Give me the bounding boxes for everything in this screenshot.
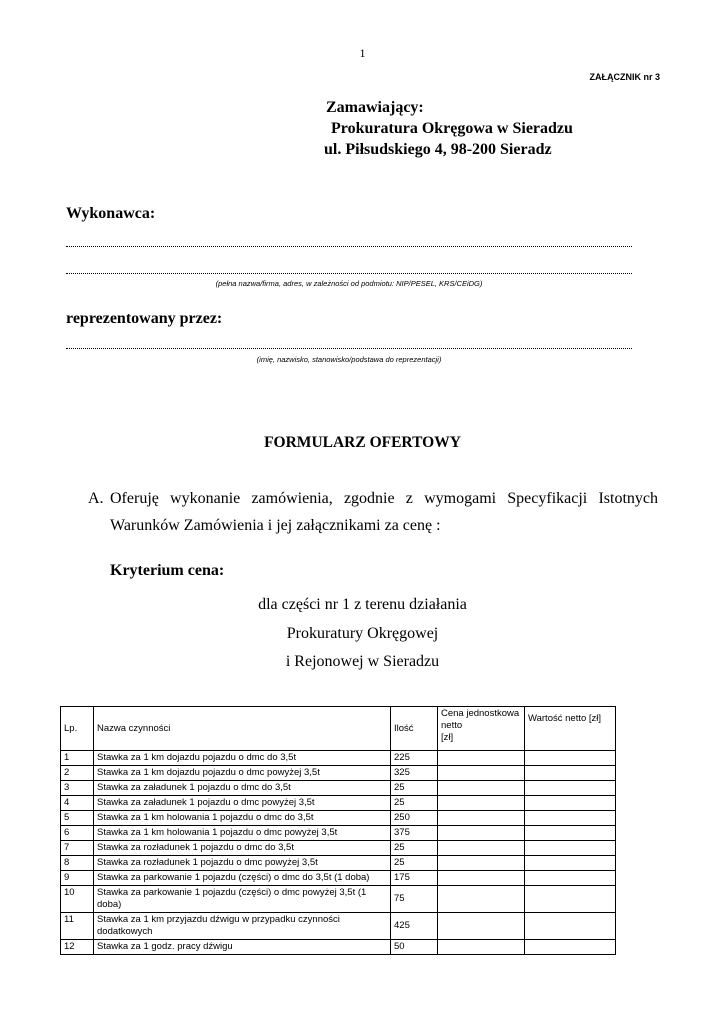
cell-unit-price-input[interactable] <box>438 751 525 766</box>
table-row <box>61 811 616 826</box>
form-title: FORMULARZ OFERTOWY <box>264 434 461 451</box>
offer-line-2: Warunków Zamówienia i jej załącznikami za cenę : <box>110 517 441 534</box>
cell-name: Stawka za rozładunek 1 pojazdu o dmc do 3,5t <box>94 841 391 856</box>
cell-unit-price-input[interactable] <box>438 781 525 796</box>
cell-qty: 25 <box>391 796 438 811</box>
header-unit-price-line-1: Cena jednostkowa <box>441 708 520 719</box>
cell-unit-price-input[interactable] <box>438 826 525 841</box>
representative-hint: (imię, nazwisko, stanowisko/podstawa do reprezentacji) <box>256 355 442 364</box>
cell-net-value-input[interactable] <box>525 826 616 841</box>
cell-net-value-input[interactable] <box>525 781 616 796</box>
table-header-row <box>61 707 616 751</box>
offer-paragraph <box>88 485 658 513</box>
cell-unit-price-input[interactable] <box>438 913 525 940</box>
cell-lp: 3 <box>61 781 94 796</box>
cell-name: Stawka za parkowanie 1 pojazdu (części) o dmc powyżej 3,5t (1 doba) <box>94 886 391 913</box>
representative-line[interactable] <box>66 348 632 349</box>
cell-lp: 8 <box>61 856 94 871</box>
cell-qty: 25 <box>391 781 438 796</box>
cell-net-value-input[interactable] <box>525 856 616 871</box>
header-name: Nazwa czynności <box>94 707 391 751</box>
cell-qty: 25 <box>391 856 438 871</box>
cell-net-value-input[interactable] <box>525 766 616 781</box>
cell-unit-price-input[interactable] <box>438 886 525 913</box>
table-row <box>61 871 616 886</box>
cell-lp: 9 <box>61 871 94 886</box>
buyer-label: Zamawiający: <box>326 99 424 116</box>
cell-net-value-input[interactable] <box>525 871 616 886</box>
cell-lp: 10 <box>61 886 94 913</box>
contractor-line-2[interactable] <box>66 273 632 274</box>
header-unit-price-line-2: netto <box>441 720 463 731</box>
header-qty: Ilość <box>391 707 438 751</box>
cell-qty: 425 <box>391 913 438 940</box>
table-row <box>61 751 616 766</box>
contractor-line-1[interactable] <box>66 246 632 247</box>
cell-name: Stawka za 1 km dojazdu pojazdu o dmc do 3,5t <box>94 751 391 766</box>
cell-unit-price-input[interactable] <box>438 811 525 826</box>
criterion-heading: Kryterium cena: <box>110 562 225 579</box>
cell-name: Stawka za załadunek 1 pojazdu o dmc powyżej 3,5t <box>94 796 391 811</box>
table-row <box>61 856 616 871</box>
attachment-label: ZAŁĄCZNIK nr 3 <box>589 72 660 82</box>
cell-unit-price-input[interactable] <box>438 841 525 856</box>
cell-qty: 175 <box>391 871 438 886</box>
cell-name: Stawka za 1 km dojazdu pojazdu o dmc powyżej 3,5t <box>94 766 391 781</box>
cell-qty: 50 <box>391 940 438 955</box>
table-row <box>61 886 616 913</box>
contractor-hint: (pełna nazwa/firma, adres, w zależności od podmiotu: NIP/PESEL, KRS/CEiDG) <box>215 279 483 288</box>
part-line-1: dla części nr 1 z terenu działania <box>258 596 467 613</box>
header-lp: Lp. <box>61 707 94 751</box>
cell-unit-price-input[interactable] <box>438 766 525 781</box>
cell-unit-price-input[interactable] <box>438 856 525 871</box>
cell-lp: 11 <box>61 913 94 940</box>
cell-qty: 250 <box>391 811 438 826</box>
cell-net-value-input[interactable] <box>525 811 616 826</box>
price-table <box>60 706 616 955</box>
cell-unit-price-input[interactable] <box>438 871 525 886</box>
buyer-block <box>326 97 573 160</box>
cell-qty: 75 <box>391 886 438 913</box>
cell-lp: 5 <box>61 811 94 826</box>
buyer-address: ul. Piłsudskiego 4, 98-200 Sieradz <box>324 141 552 158</box>
cell-qty: 325 <box>391 766 438 781</box>
cell-lp: 7 <box>61 841 94 856</box>
table-row <box>61 796 616 811</box>
table-row <box>61 826 616 841</box>
table-row <box>61 940 616 955</box>
cell-unit-price-input[interactable] <box>438 940 525 955</box>
table-row <box>61 913 616 940</box>
table-row <box>61 781 616 796</box>
cell-qty: 25 <box>391 841 438 856</box>
cell-lp: 1 <box>61 751 94 766</box>
header-net-value: Wartość netto [zł] <box>525 707 616 751</box>
cell-name: Stawka za rozładunek 1 pojazdu o dmc powyżej 3,5t <box>94 856 391 871</box>
cell-qty: 375 <box>391 826 438 841</box>
page-number: 1 <box>359 46 366 60</box>
cell-lp: 4 <box>61 796 94 811</box>
cell-name: Stawka za 1 km holowania 1 pojazdu o dmc do 3,5t <box>94 811 391 826</box>
offer-marker: A. <box>88 490 104 507</box>
cell-lp: 6 <box>61 826 94 841</box>
header-unit-price-line-3: [zł] <box>441 732 454 743</box>
cell-qty: 225 <box>391 751 438 766</box>
cell-name: Stawka za parkowanie 1 pojazdu (części) o dmc do 3,5t (1 doba) <box>94 871 391 886</box>
cell-lp: 2 <box>61 766 94 781</box>
cell-net-value-input[interactable] <box>525 913 616 940</box>
table-row <box>61 766 616 781</box>
cell-unit-price-input[interactable] <box>438 796 525 811</box>
cell-net-value-input[interactable] <box>525 796 616 811</box>
cell-name: Stawka za 1 godz. pracy dźwigu <box>94 940 391 955</box>
part-line-2: Prokuratury Okręgowej <box>286 625 439 642</box>
cell-net-value-input[interactable] <box>525 940 616 955</box>
cell-name: Stawka za załadunek 1 pojazdu o dmc do 3,5t <box>94 781 391 796</box>
cell-net-value-input[interactable] <box>525 751 616 766</box>
cell-name: Stawka za 1 km przyjazdu dźwigu w przypadku czynności dodatkowych <box>94 913 391 940</box>
header-unit-price <box>438 707 525 751</box>
cell-net-value-input[interactable] <box>525 886 616 913</box>
representative-label: reprezentowany przez: <box>66 310 223 327</box>
cell-net-value-input[interactable] <box>525 841 616 856</box>
cell-lp: 12 <box>61 940 94 955</box>
cell-name: Stawka za 1 km holowania 1 pojazdu o dmc powyżej 3,5t <box>94 826 391 841</box>
offer-line-1: Oferuję wykonanie zamówienia, zgodnie z wymogami Specyfikacji Istotnych <box>110 490 658 507</box>
contractor-label: Wykonawca: <box>66 205 156 222</box>
buyer-name: Prokuratura Okręgowa w Sieradzu <box>331 120 573 137</box>
part-line-3: i Rejonowej w Sieradzu <box>285 653 440 670</box>
table-row <box>61 841 616 856</box>
